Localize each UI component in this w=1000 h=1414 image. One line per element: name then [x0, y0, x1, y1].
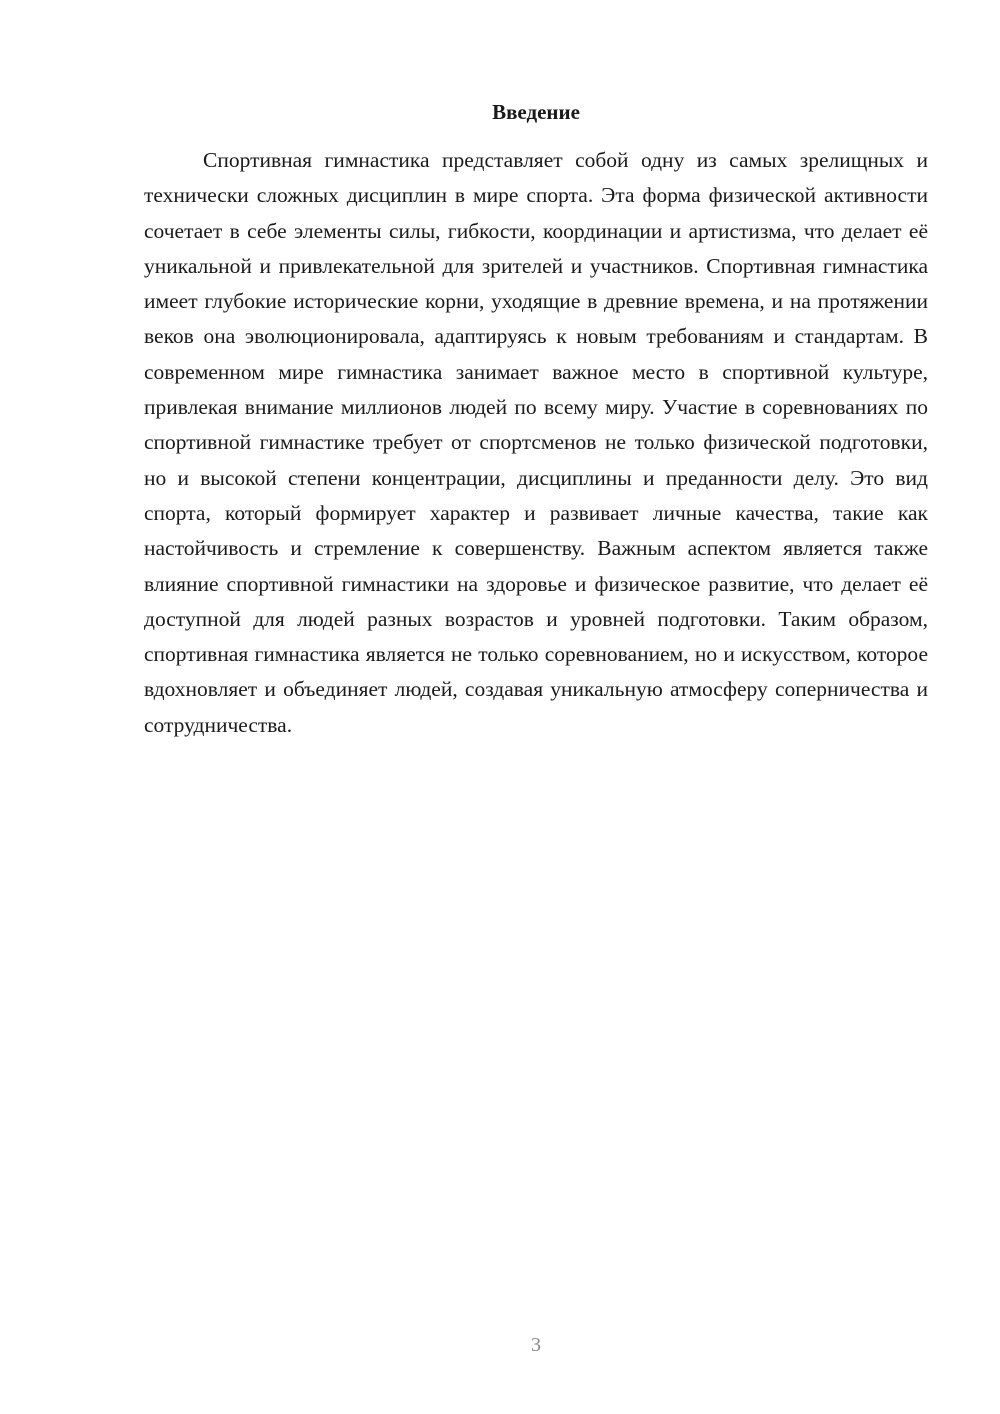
body-paragraph: Спортивная гимнастика представляет собой одну из самых зрелищных и технически сложных дисциплин в мире спорта. Эта форма физической активности сочетает в себе элементы силы, гибкости, координации и артистизма, что делает её уникальной и привлекательной для зрителей и участников. Спортивная гимнастика имеет глубокие исторические корни, уходящие в древние времена, и на протяжении веков она эволюционировала, адаптируясь к новым требованиям и стандартам. В современном мире гимнастика занимает важное место в спортивной культуре, привлекая внимание миллионов людей по всему миру. Участие в соревнованиях по спортивной гимнастике требует от спортсменов не только физической подготовки, но и высокой степени концентрации, дисциплины и преданности делу. Это вид спорта, который формирует характер и развивает личные качества, такие как настойчивость и стремление к совершенству. Важным аспектом является также влияние спортивной гимнастики на здоровье и физическое развитие, что делает её доступной для людей разных возрастов и уровней подготовки. Таким образом, спортивная гимнастика является не только соревнованием, но и искусством, которое вдохновляет и объединяет людей, создавая уникальную атмосферу соперничества и сотрудничества.	[144, 148, 928, 737]
section-heading: Введение	[492, 100, 580, 124]
page-number: 3	[531, 1334, 541, 1356]
